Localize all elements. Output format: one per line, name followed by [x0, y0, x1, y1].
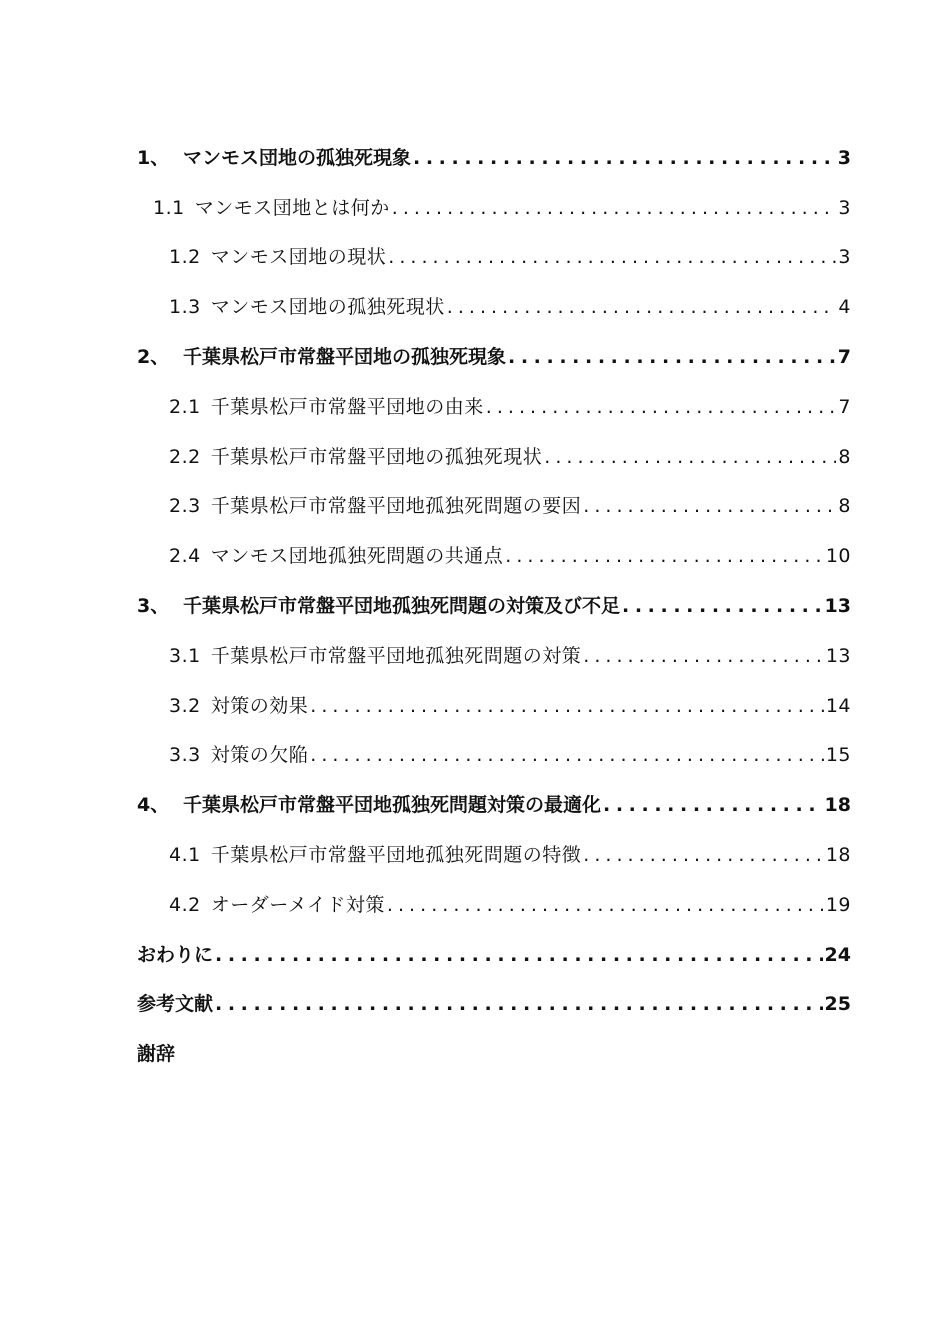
toc-dot-leader — [388, 248, 836, 267]
toc-entry-number: 1.3 — [169, 296, 201, 319]
toc-entry-page: 3 — [837, 146, 851, 169]
toc-entry-page: 15 — [825, 744, 851, 767]
toc-entry-acknowledgements[interactable] — [137, 1014, 851, 1064]
toc-entry-title: 対策の効果 — [210, 694, 309, 717]
toc-entry-1-3[interactable] — [137, 267, 851, 317]
toc-entry-2-4[interactable] — [137, 516, 851, 566]
toc-entry-number: 1.2 — [169, 246, 201, 269]
toc-entry-title: マンモス団地孤独死問題の共通点 — [210, 545, 504, 568]
toc-entry-1-1[interactable] — [137, 168, 851, 218]
toc-entry-number: 4、 — [137, 794, 170, 817]
toc-entry-number: 2、 — [137, 345, 170, 368]
toc-entry-number: 3.2 — [169, 694, 201, 717]
toc-entry-title: 謝辞 — [137, 1043, 176, 1066]
toc-entry-page: 13 — [824, 594, 851, 617]
toc-entry-3-1[interactable] — [137, 616, 851, 666]
toc-entry-number: 4.2 — [169, 893, 201, 916]
toc-entry-1-2[interactable] — [137, 218, 851, 268]
toc-entry-title: 千葉県松戸市常盤平団地孤独死問題の特徴 — [210, 843, 582, 866]
toc-entry-title: オーダーメイド対策 — [210, 893, 385, 916]
toc-dot-leader — [583, 497, 836, 516]
toc-entry-number: 4.1 — [169, 843, 201, 866]
toc-entry-page: 3 — [838, 196, 851, 219]
toc-entry-page: 7 — [838, 395, 851, 418]
toc-dot-leader — [215, 946, 823, 965]
toc-dot-leader — [310, 746, 824, 765]
toc-entry-page: 24 — [824, 943, 851, 966]
toc-entry-page: 18 — [825, 843, 851, 866]
toc-dot-leader — [603, 796, 823, 815]
toc-dot-leader — [486, 398, 837, 417]
toc-entry-title: マンモス団地の孤独死現状 — [210, 296, 445, 319]
toc-entry-number: 2.1 — [169, 395, 201, 418]
toc-dot-leader — [583, 846, 824, 865]
toc-entry-page: 3 — [838, 246, 851, 269]
toc-entry-number: 3.1 — [169, 644, 201, 667]
toc-entry-number: 2.2 — [169, 445, 201, 468]
toc-entry-page: 7 — [837, 345, 851, 368]
toc-entry-2-1[interactable] — [137, 367, 851, 417]
toc-entry-2-2[interactable] — [137, 417, 851, 467]
toc-entry-title: 千葉県松戸市常盤平団地孤独死問題の対策 — [210, 644, 582, 667]
toc-entry-2-3[interactable] — [137, 467, 851, 517]
toc-entry-title: 千葉県松戸市常盤平団地孤独死問題対策の最適化 — [183, 794, 602, 817]
toc-entry-4-2[interactable] — [137, 865, 851, 915]
toc-dot-leader — [215, 995, 823, 1014]
toc-entry-3[interactable] — [137, 566, 851, 616]
toc-dot-leader — [310, 697, 824, 716]
toc-dot-leader — [583, 647, 824, 666]
toc-entry-references[interactable] — [137, 965, 851, 1015]
toc-entry-title: 千葉県松戸市常盤平団地孤独死問題の要因 — [210, 495, 582, 518]
toc-dot-leader — [544, 448, 836, 467]
toc-entry-2[interactable] — [137, 317, 851, 367]
toc-entry-title: 千葉県松戸市常盤平団地の孤独死現象 — [183, 345, 507, 368]
toc-entry-number: 2.3 — [169, 495, 201, 518]
toc-entry-title: おわりに — [137, 943, 214, 966]
toc-dot-leader — [387, 896, 824, 915]
toc-entry-title: マンモス団地とは何か — [194, 196, 390, 219]
toc-dot-leader — [508, 348, 836, 367]
toc-entry-3-2[interactable] — [137, 666, 851, 716]
toc-entry-3-3[interactable] — [137, 716, 851, 766]
toc-entry-title: 参考文献 — [137, 993, 214, 1016]
toc-dot-leader — [622, 597, 823, 616]
toc-entry-number: 2.4 — [169, 545, 201, 568]
toc-dot-leader — [447, 298, 837, 317]
toc-entry-title: マンモス団地の現状 — [210, 246, 387, 269]
toc-entry-page: 25 — [824, 993, 851, 1016]
toc-entry-page: 10 — [825, 545, 851, 568]
toc-entry-number: 3.3 — [169, 744, 201, 767]
toc-entry-page: 14 — [825, 694, 851, 717]
toc-entry-page: 19 — [825, 893, 851, 916]
toc-entry-title: 千葉県松戸市常盤平団地孤独死問題の対策及び不足 — [183, 594, 621, 617]
toc-entry-conclusion[interactable] — [137, 915, 851, 965]
toc-entry-page: 13 — [825, 644, 851, 667]
toc-entry-number: 1.1 — [153, 196, 185, 219]
toc-dot-leader — [392, 199, 837, 218]
toc-entry-number: 3、 — [137, 594, 170, 617]
toc-entry-page: 8 — [838, 495, 851, 518]
toc-entry-title: 対策の欠陥 — [210, 744, 309, 767]
toc-dot-leader — [413, 149, 836, 168]
table-of-contents — [137, 118, 851, 1064]
toc-entry-page: 4 — [838, 296, 851, 319]
toc-entry-1[interactable] — [137, 118, 851, 168]
toc-entry-title: 千葉県松戸市常盤平団地の孤独死現状 — [210, 445, 543, 468]
toc-entry-page: 18 — [824, 794, 851, 817]
toc-entry-title: 千葉県松戸市常盤平団地の由来 — [210, 395, 484, 418]
toc-entry-4[interactable] — [137, 765, 851, 815]
toc-dot-leader — [505, 547, 824, 566]
toc-entry-number: 1、 — [137, 146, 170, 169]
toc-entry-4-1[interactable] — [137, 815, 851, 865]
toc-entry-page: 8 — [838, 445, 851, 468]
toc-entry-title: マンモス団地の孤独死現象 — [183, 146, 412, 169]
